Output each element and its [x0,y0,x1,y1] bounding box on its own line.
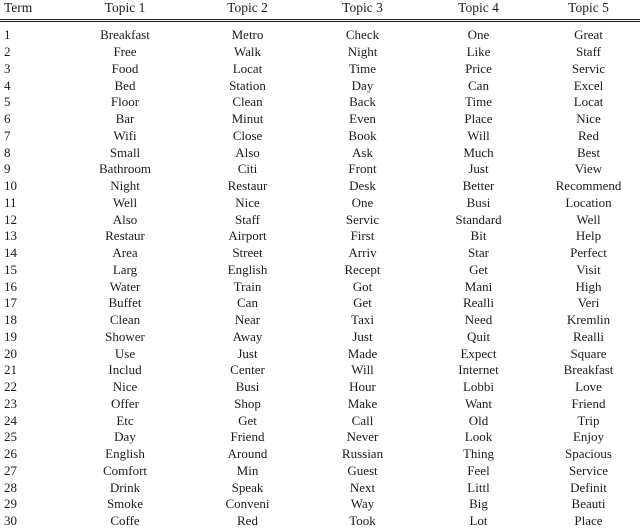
column-header-term: Term [0,0,60,21]
topic-cell: Place [574,513,603,529]
table-row [0,44,640,61]
topic-cell: Help [575,228,602,244]
topic-cell: Just [352,328,373,344]
topic-cell: Locat [232,60,263,76]
table-row [0,144,640,161]
topic-cell: Get [238,412,257,428]
topic-cell: Can [468,77,489,93]
topic-cell: Internet [458,362,499,378]
topic-cell: Breakfast [563,362,614,378]
topic-cell: Back [349,94,376,110]
term-cell: 9 [4,161,11,177]
table-row [0,429,640,446]
topic-cell: Red [237,513,258,529]
topic-cell: Train [233,278,262,294]
table-row [0,228,640,245]
topic-cell: Littl [467,479,490,495]
topic-cell: Standard [455,211,502,227]
topic-cell: Airport [228,228,267,244]
topic-cell: Clean [109,312,141,328]
topic-cell: Much [463,144,494,160]
column-header-topic-1: Topic 1 [60,0,190,21]
topic-cell: English [105,446,145,462]
topic-cell: Staff [575,44,602,60]
topic-cell: Location [565,194,612,210]
table-header [0,0,640,21]
topic-cell: Away [232,328,263,344]
table-row [0,312,640,329]
term-cell: 25 [4,429,17,445]
term-cell: 2 [4,44,11,60]
table-row [0,329,640,346]
topic-cell: Close [232,127,263,143]
topic-cell: Busi [466,194,491,210]
topic-cell: Ask [352,144,373,160]
topic-cell: Make [347,395,378,411]
topic-cell: Get [353,295,372,311]
topic-cell: Will [351,362,374,378]
topic-cell: Even [349,111,376,127]
topic-cell: Clean [232,94,263,110]
table-row [0,21,640,44]
topic-cell: Use [114,345,136,361]
term-cell: 27 [4,462,17,478]
table-row [0,245,640,262]
topic-cell: Desk [349,178,376,194]
topic-cell: Busi [235,379,260,395]
topic-cell: Get [469,261,488,277]
topic-cell: Time [349,60,376,76]
topic-cell: Lobbi [462,379,495,395]
term-cell: 11 [4,194,17,210]
topic-cell: Servic [571,60,606,76]
topic-cell: Floor [110,94,140,110]
topic-cell: Water [109,278,141,294]
topic-cell: Taxi [351,312,374,328]
topic-cell: Star [468,245,489,261]
topic-cell: Big [469,496,488,512]
topic-cell: Took [349,513,376,529]
topic-cell: Breakfast [100,27,150,43]
topic-cell: Can [237,295,258,311]
topic-cell: Trip [577,412,600,428]
topic-cell: Smoke [106,496,144,512]
topic-cell: Need [464,312,493,328]
topic-cell: Comfort [102,462,148,478]
column-header-topic-3: Topic 3 [305,0,420,21]
topic-cell: Recept [344,261,381,277]
topic-cell: Just [237,345,258,361]
topic-cell: Service [569,462,608,478]
term-cell: 8 [4,144,11,160]
term-cell: 3 [4,60,11,76]
topic-cell: Book [348,127,377,143]
topic-cell: Red [578,127,599,143]
topic-cell: Made [347,345,378,361]
topic-cell: Min [236,462,259,478]
topic-cell: Conveni [225,496,270,512]
table-row [0,195,640,212]
topic-cell: Includ [108,362,142,378]
topic-cell: Check [345,27,380,43]
topic-cell: Bar [115,111,135,127]
table-body [0,21,640,530]
topic-cell: Hour [349,379,376,395]
term-cell: 20 [4,345,17,361]
table-row [0,496,640,513]
topic-cell: High [575,278,602,294]
topic-cell: Shower [105,328,145,344]
topic-cell: Offer [111,395,139,411]
topic-cell: Never [346,429,379,445]
term-cell: 5 [4,94,11,110]
topic-cell: Expect [460,345,497,361]
topic-cell: Minut [231,111,264,127]
topic-cell: Center [230,362,265,378]
table-row [0,178,640,195]
topic-cell: Night [347,44,378,60]
term-cell: 1 [4,27,11,43]
topic-cell: Time [465,94,492,110]
term-cell: 22 [4,379,17,395]
topic-cell: Place [464,111,493,127]
topic-cell: Enjoy [572,429,605,445]
topic-cell: Guest [347,462,378,478]
table-row [0,278,640,295]
term-cell: 29 [4,496,17,512]
table-row [0,513,640,530]
topic-cell: Realli [572,328,605,344]
term-cell: 30 [4,513,17,529]
topic-cell: Arriv [348,245,377,261]
table-row [0,396,640,413]
table-row [0,345,640,362]
topic-cell: Feel [467,462,490,478]
topic-cell: Excel [573,77,604,93]
topic-cell: Just [468,161,489,177]
topic-cell: Price [465,60,492,76]
topic-cell: Love [575,379,602,395]
table-row [0,77,640,94]
topic-cell: Around [227,446,268,462]
term-cell: 28 [4,479,17,495]
table-row [0,379,640,396]
topic-cell: Day [351,77,374,93]
topic-cell: Realli [462,295,495,311]
topic-cell: Larg [112,261,138,277]
term-cell: 4 [4,77,11,93]
topic-cell: Spacious [565,446,612,462]
topic-cell: Bit [470,228,487,244]
topic-cell: Well [576,211,601,227]
topic-cell: Food [111,60,139,76]
topic-cell: View [574,161,603,177]
topic-cell: Locat [573,94,604,110]
table-row [0,463,640,480]
header-row [0,0,640,21]
topic-cell: Best [576,144,601,160]
topic-cell: Lot [469,513,488,529]
topic-cell: Area [112,245,138,261]
topic-cell: Beauti [571,496,606,512]
topic-cell: Great [574,27,603,43]
term-cell: 6 [4,111,11,127]
topic-cell: Also [112,211,138,227]
term-cell: 15 [4,261,17,277]
topic-cell: Like [466,44,491,60]
topic-cell: Nice [112,379,138,395]
term-cell: 24 [4,412,17,428]
topic-cell: Nice [235,194,260,210]
topic-cell: Well [112,194,138,210]
topic-cell: Etc [116,412,134,428]
term-cell: 10 [4,178,17,194]
term-cell: 26 [4,446,17,462]
table-row [0,61,640,78]
term-cell: 17 [4,295,17,311]
table-row [0,161,640,178]
topic-cell: Call [351,412,374,428]
topic-cell: Nice [576,111,601,127]
topic-cell: Near [234,312,261,328]
topic-cell: Metro [231,27,264,43]
table-row [0,211,640,228]
topic-cell: Recommend [555,178,622,194]
column-header-topic-4: Topic 4 [420,0,537,21]
topic-cell: English [227,261,268,277]
topic-cell: Next [349,479,376,495]
term-cell: 7 [4,127,11,143]
term-cell: 14 [4,245,17,261]
topic-cell: Better [462,178,495,194]
topic-cell: Wifi [113,127,137,143]
topic-cell: Old [468,412,489,428]
term-cell: 23 [4,395,17,411]
table-row [0,94,640,111]
topic-cell: Staff [234,211,261,227]
topic-cell: Bed [114,77,136,93]
topic-cell: Buffet [108,295,142,311]
topic-cell: Also [235,144,260,160]
topic-cell: Kremlin [566,312,611,328]
topic-cell: Day [114,429,136,445]
topic-cell: Perfect [570,245,607,261]
table-row [0,262,640,279]
topic-cell: Russian [341,446,384,462]
topic-cell: Definit [570,479,607,495]
term-cell: 19 [4,328,17,344]
topic-cell: Bathroom [99,161,151,177]
topic-cell: Square [570,345,607,361]
term-cell: 21 [4,362,17,378]
topic-cell: Night [110,178,140,194]
topic-cell: Want [464,395,493,411]
table-row [0,362,640,379]
topic-cell: Way [350,496,375,512]
topic-cell: Shop [234,395,261,411]
topic-cell: Citi [237,161,258,177]
topic-cell: First [350,228,375,244]
table-row [0,479,640,496]
term-cell: 13 [4,228,17,244]
topic-cell: Friend [230,429,265,445]
topic-cell: Speak [231,479,264,495]
topic-cell: Quit [466,328,491,344]
topic-cell: Thing [462,446,495,462]
column-header-topic-2: Topic 2 [190,0,305,21]
term-cell: 16 [4,278,17,294]
table-row [0,111,640,128]
topic-cell: Got [352,278,373,294]
topic-cell: One [351,194,374,210]
term-cell: 18 [4,312,17,328]
table-row [0,128,640,145]
table-row [0,295,640,312]
topic-cell: Front [348,161,377,177]
topic-cell: Will [467,127,490,143]
table-row [0,412,640,429]
topic-cell: Free [113,44,137,60]
topic-cell: One [467,27,490,43]
column-header-topic-5: Topic 5 [537,0,640,21]
topic-cell: Small [109,144,141,160]
topic-cell: Visit [576,261,601,277]
topic-cell: Street [232,245,263,261]
topic-cell: Look [464,429,493,445]
topic-cell: Friend [571,395,606,411]
topic-cell: Restaur [105,228,145,244]
topic-cell: Station [229,77,266,93]
topic-cell: Drink [109,479,141,495]
topic-cell: Walk [233,44,262,60]
term-cell: 12 [4,211,17,227]
topic-cell: Servic [345,211,380,227]
topic-cell: Veri [577,295,600,311]
topic-cell: Restaur [227,178,268,194]
topic-cell: Mani [464,278,493,294]
table-row [0,446,640,463]
topic-cell: Coffe [110,513,140,529]
